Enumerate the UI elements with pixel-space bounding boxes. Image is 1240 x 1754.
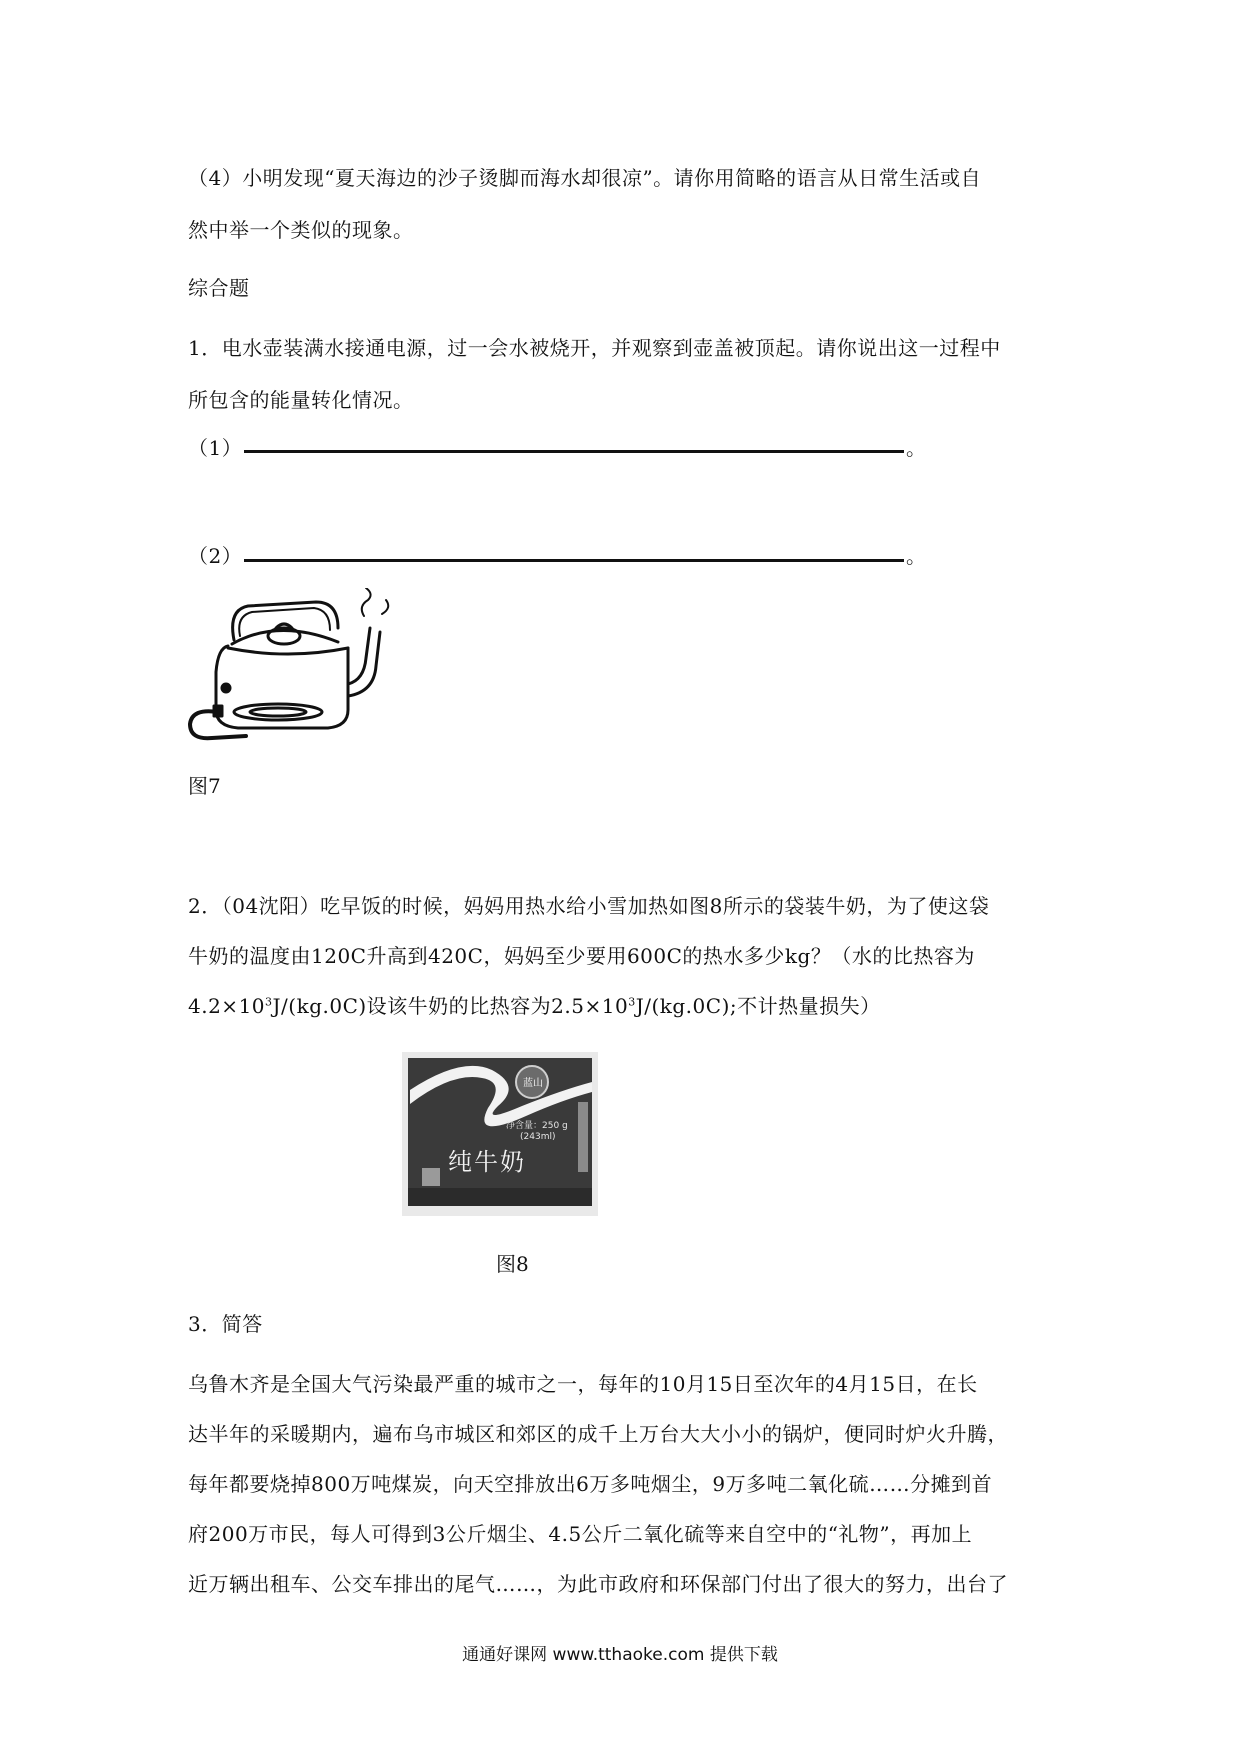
milk-net-content: 净含量：250 g [506, 1121, 568, 1131]
answer-blank-1-period: 。 [906, 436, 926, 460]
q3-paragraph-line: 每年都要烧掉800万吨煤炭，向天空排放出6万多吨烟尘，9万多吨二氧化硫……分摊到首 [188, 1472, 993, 1496]
section-title: 综合题 [188, 276, 250, 300]
q4-line-1: （4）小明发现“夏天海边的沙子烫脚而海水却很凉”。请你用简略的语言从日常生活或自 [188, 166, 982, 190]
q2-line-3-part-2: J/(kg.0C)设该牛奶的比热容为2.5×10 [272, 994, 629, 1018]
q3-paragraph-line: 府200万市民，每人可得到3公斤烟尘、4.5公斤二氧化硫等来自空中的“礼物”，再加上 [188, 1522, 973, 1546]
q3-paragraph-line: 达半年的采暖期内，遍布乌市城区和郊区的成千上万台大大小小的锅炉，便同时炉火升腾， [188, 1422, 1008, 1446]
q3-title: 3．简答 [188, 1312, 263, 1336]
figure-8-caption: 图8 [496, 1252, 529, 1276]
q4-line-2: 然中举一个类似的现象。 [188, 218, 414, 242]
milk-volume: (243ml) [520, 1132, 556, 1142]
milk-product-name: 纯牛奶 [448, 1148, 526, 1176]
figure-7-caption: 图7 [188, 774, 221, 798]
page-footer: 通通好课网 www.tthaoke.com 提供下载 [462, 1645, 778, 1665]
q1-blank-2-label: （2） [188, 544, 243, 568]
q3-paragraph-line: 近万辆出租车、公交车排出的尾气……，为此市政府和环保部门付出了很大的努力，出台了 [188, 1572, 1008, 1596]
q2-line-3-part-1: 4.2×10 [188, 994, 266, 1018]
q3-paragraph-line: 乌鲁木齐是全国大气污染最严重的城市之一，每年的10月15日至次年的4月15日，在长 [188, 1372, 978, 1396]
answer-blank-2-period: 。 [906, 544, 926, 568]
q2-line-3-part-3: J/(kg.0C);不计热量损失） [635, 994, 881, 1018]
kettle-figure [188, 588, 428, 744]
q1-line-1: 1．电水壶装满水接通电源，过一会水被烧开，并观察到壶盖被顶起。请你说出这一过程中 [188, 336, 1001, 360]
answer-blank-2[interactable] [244, 559, 904, 562]
q1-line-2: 所包含的能量转化情况。 [188, 388, 414, 412]
milk-bag-photo [402, 1052, 598, 1216]
q2-exponent-2: 3 [628, 995, 636, 1009]
q2-line-1: 2．（04沈阳）吃早饭的时候，妈妈用热水给小雪加热如图8所示的袋装牛奶，为了使这袋 [188, 894, 990, 918]
answer-blank-1[interactable] [244, 450, 904, 453]
q2-line-3 [188, 990, 881, 1019]
q2-line-2: 牛奶的温度由120C升高到420C，妈妈至少要用600C的热水多少kg？（水的比热容为 [188, 944, 975, 968]
q1-blank-1-label: （1） [188, 436, 243, 460]
milk-brand: 蓝山 [523, 1078, 543, 1089]
q2-exponent-1: 3 [265, 995, 273, 1009]
